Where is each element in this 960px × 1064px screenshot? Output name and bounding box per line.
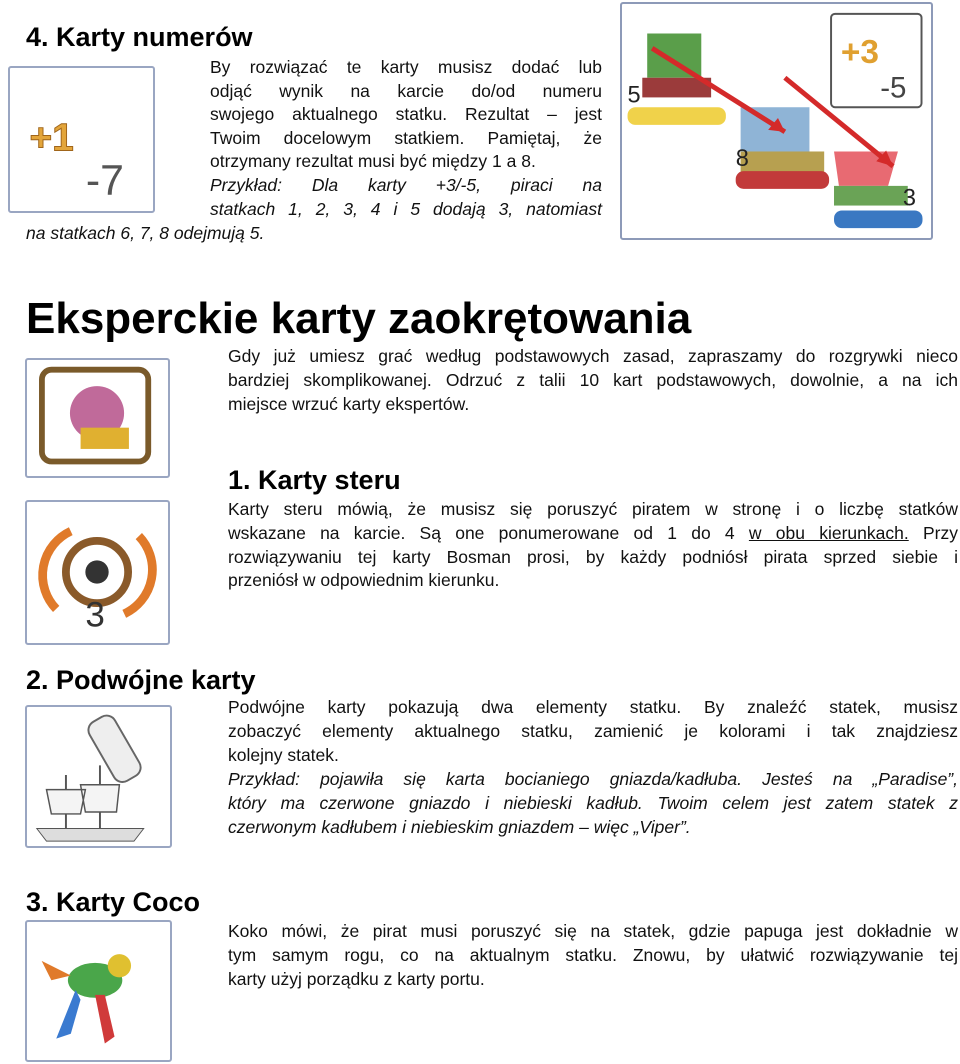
text-segment: wskazane na karcie. Są one ponumerowane od 1 do 4 — [228, 523, 749, 543]
ship-number: 3 — [902, 184, 916, 211]
text-line: zobaczyć elementy aktualnego statku, zamienić je kolorami i tak znajdziesz — [228, 721, 958, 741]
section-title-helm-cards: 1. Karty steru — [228, 465, 401, 495]
text-line: swojego aktualnego statku. Rezultat – jest — [210, 104, 602, 124]
text-line: Karty steru mówią, że musisz się poruszyć piratem w stronę i o liczbę statków — [228, 499, 958, 519]
section-title-number-cards: 4. Karty numerów — [26, 22, 253, 52]
text-line: odjąć wynik na karcie do/od numeru — [210, 81, 602, 101]
text-line: czerwonym kadłubem i niebieskim gniazdem – więc „Viper”. — [228, 817, 691, 837]
card-plus-text: +1 — [29, 116, 74, 160]
text-segment: Przy — [908, 523, 958, 543]
text-line: bardziej skomplikowanej. Odrzuć z talii 10 kart podstawowych, dowolnie, a na ich — [228, 370, 958, 390]
text-line: Gdy już umiesz grać według podstawowych zasad, zapraszamy do rozgrywki nieco — [228, 346, 958, 366]
card-minus-text: -7 — [85, 156, 124, 205]
expert-cards-heading: Eksperckie karty zaokrętowania — [26, 294, 692, 343]
text-line: otrzymany rezultat musi być między 1 a 8. — [210, 151, 536, 171]
expert-card-image — [25, 358, 170, 478]
text-line: karty użyj porządku z karty portu. — [228, 969, 485, 989]
section-title-coco-cards: 3. Karty Coco — [26, 887, 201, 917]
example-minus-text: -5 — [880, 71, 907, 105]
text-line: który ma czerwone gniazdo i niebieski kadłub. Twoim celem jest zatem statek z — [228, 793, 958, 813]
text-line: rozwiązywaniu tej karty Bosman prosi, by każdy podniósł pirata sprzed siebie i — [228, 547, 958, 567]
text-line: kolejny statek. — [228, 745, 339, 765]
text-line: miejsce wrzuć karty ekspertów. — [228, 394, 470, 414]
double-card-image — [25, 705, 172, 848]
ship-number: 8 — [735, 145, 749, 172]
text-line: Koko mówi, że pirat musi poruszyć się na statek, gdzie papuga jest dokładnie w — [228, 921, 958, 941]
helm-card-image — [25, 500, 170, 645]
number-card-image — [8, 66, 155, 213]
text-line: Przykład: pojawiła się karta bocianiego gniazda/kadłuba. Jesteś na „Paradise”, — [228, 769, 958, 789]
coco-card-image — [25, 920, 172, 1062]
example-plus-text: +3 — [840, 33, 879, 71]
text-line: Twoim docelowym statkiem. Pamiętaj, że — [210, 128, 602, 148]
text-line: na statkach 6, 7, 8 odejmują 5. — [26, 223, 265, 243]
example-ships-image — [620, 2, 933, 240]
ship-number: 5 — [627, 81, 641, 108]
svg-text:3: 3 — [85, 595, 105, 635]
text-line: By rozwiązać te karty musisz dodać lub — [210, 57, 602, 77]
underlined-text: w obu kierunkach. — [748, 523, 909, 543]
text-line: Podwójne karty pokazują dwa elementy statku. By znaleźć statek, musisz — [228, 697, 958, 717]
section-title-double-cards: 2. Podwójne karty — [26, 665, 256, 695]
text-line: przeniósł w odpowiednim kierunku. — [228, 570, 500, 590]
text-line — [228, 521, 958, 545]
text-line: statkach 1, 2, 3, 4 i 5 dodają 3, natomiast — [210, 199, 602, 219]
text-line: Przykład: Dla karty +3/-5, piraci na — [210, 175, 602, 195]
text-line: tym samym rogu, co na aktualnym statku. Znowu, by ułatwić rozwiązywanie tej — [228, 945, 958, 965]
